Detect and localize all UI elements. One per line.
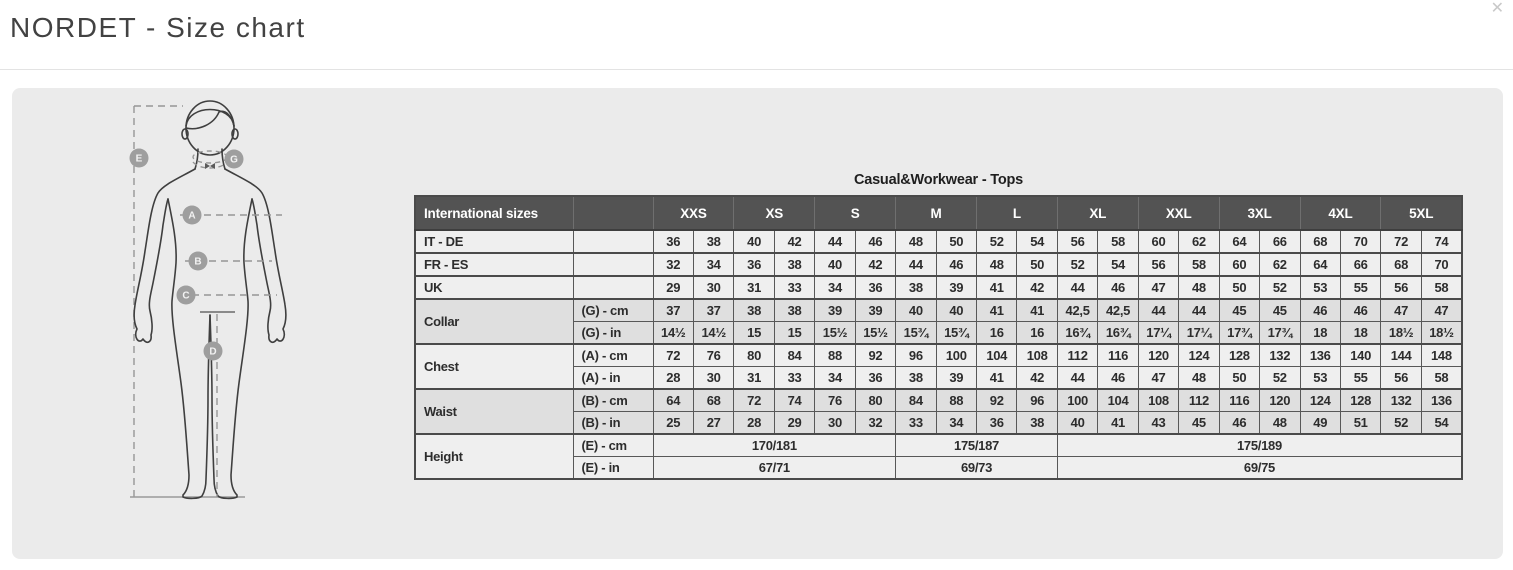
measure-badge-letter: G [230,154,238,166]
size-table [414,195,1463,480]
table-row [415,412,1462,435]
value-cell: 29 [653,276,693,299]
size-col-header: M [896,196,977,230]
value-cell: 70 [1340,230,1380,253]
value-cell: 33 [896,412,936,435]
value-cell: 100 [936,344,976,367]
table-row [415,367,1462,390]
page-title: NORDET - Size chart [10,12,306,43]
row-sublabel: (E) - cm [573,434,653,457]
value-cell: 36 [977,412,1017,435]
value-cell: 108 [1017,344,1057,367]
value-cell: 140 [1340,344,1380,367]
value-cell: 74 [1421,230,1462,253]
value-cell: 44 [815,230,855,253]
value-cell: 62 [1179,230,1219,253]
measure-badge-letter: D [209,346,217,358]
value-cell: 52 [977,230,1017,253]
blank-header [573,196,653,230]
size-col-header: XS [734,196,815,230]
value-cell: 64 [1300,253,1340,276]
value-cell: 112 [1057,344,1097,367]
row-label: Chest [415,344,573,389]
value-cell: 40 [734,230,774,253]
value-cell: 29 [774,412,814,435]
measure-badge-letter: C [182,290,190,302]
value-cell: 58 [1421,276,1462,299]
value-cell: 55 [1340,276,1380,299]
value-cell: 38 [774,299,814,322]
value-cell: 15½ [855,322,895,345]
value-cell: 52 [1381,412,1421,435]
value-cell: 36 [653,230,693,253]
figure-arm-left [134,169,195,342]
value-cell: 46 [1300,299,1340,322]
value-cell: 72 [1381,230,1421,253]
size-table-section [414,172,1463,480]
value-cell: 92 [855,344,895,367]
value-cell: 36 [855,276,895,299]
value-cell: 42 [774,230,814,253]
value-cell: 58 [1098,230,1138,253]
value-cell: 108 [1138,389,1178,412]
value-cell: 37 [693,299,733,322]
value-cell: 46 [855,230,895,253]
value-cell: 30 [693,276,733,299]
value-cell: 31 [734,276,774,299]
value-cell: 50 [1017,253,1057,276]
value-cell: 39 [815,299,855,322]
value-cell: 30 [693,367,733,390]
value-cell: 48 [1260,412,1300,435]
row-label: Waist [415,389,573,434]
value-cell: 28 [734,412,774,435]
value-cell: 74 [774,389,814,412]
value-cell: 148 [1421,344,1462,367]
value-cell: 67/71 [653,457,896,480]
row-sublabel: (A) - in [573,367,653,390]
value-cell: 100 [1057,389,1097,412]
value-cell: 36 [855,367,895,390]
value-cell: 25 [653,412,693,435]
empty-cell [573,276,653,299]
value-cell: 45 [1179,412,1219,435]
value-cell: 38 [693,230,733,253]
value-cell: 42,5 [1057,299,1097,322]
value-cell: 58 [1421,367,1462,390]
value-cell: 44 [1138,299,1178,322]
value-cell: 46 [936,253,976,276]
value-cell: 15 [774,322,814,345]
row-sublabel: (G) - in [573,322,653,345]
value-cell: 41 [1098,412,1138,435]
value-cell: 51 [1340,412,1380,435]
size-col-header: 5XL [1381,196,1462,230]
value-cell: 66 [1260,230,1300,253]
value-cell: 40 [936,299,976,322]
value-cell: 41 [977,276,1017,299]
value-cell: 34 [815,276,855,299]
value-cell: 45 [1260,299,1300,322]
table-title: Casual&Workwear - Tops [853,172,1024,188]
value-cell: 45 [1219,299,1259,322]
value-cell: 124 [1300,389,1340,412]
table-row [415,299,1462,322]
figure-torso-leg-left [168,199,210,498]
size-col-header: S [815,196,896,230]
table-row [415,389,1462,412]
value-cell: 16 [1017,322,1057,345]
value-cell: 44 [1057,276,1097,299]
row-label: Height [415,434,573,479]
value-cell: 62 [1260,253,1300,276]
empty-cell [573,230,653,253]
value-cell: 68 [1300,230,1340,253]
value-cell: 120 [1260,389,1300,412]
size-col-header: XL [1057,196,1138,230]
value-cell: 170/181 [653,434,896,457]
value-cell: 48 [1179,367,1219,390]
value-cell: 48 [896,230,936,253]
value-cell: 80 [855,389,895,412]
value-cell: 42 [1017,276,1057,299]
value-cell: 50 [1219,276,1259,299]
row-sublabel: (E) - in [573,457,653,480]
value-cell: 44 [1179,299,1219,322]
figure-neck-left [195,149,198,169]
value-cell: 28 [653,367,693,390]
value-cell: 80 [734,344,774,367]
value-cell: 76 [815,389,855,412]
row-sublabel: (A) - cm [573,344,653,367]
value-cell: 58 [1179,253,1219,276]
value-cell: 41 [977,299,1017,322]
value-cell: 64 [1219,230,1259,253]
value-cell: 15¾ [896,322,936,345]
size-col-header: L [977,196,1058,230]
figure-arm-right [225,169,286,342]
value-cell: 136 [1300,344,1340,367]
value-cell: 16¾ [1098,322,1138,345]
value-cell: 56 [1057,230,1097,253]
value-cell: 112 [1179,389,1219,412]
value-cell: 56 [1381,276,1421,299]
value-cell: 40 [896,299,936,322]
value-cell: 69/73 [896,457,1058,480]
value-cell: 92 [977,389,1017,412]
value-cell: 32 [855,412,895,435]
value-cell: 46 [1340,299,1380,322]
value-cell: 76 [693,344,733,367]
value-cell: 42,5 [1098,299,1138,322]
value-cell: 54 [1098,253,1138,276]
measure-badge-letter: A [188,210,196,222]
value-cell: 72 [653,344,693,367]
value-cell: 17¼ [1179,322,1219,345]
value-cell: 68 [693,389,733,412]
measure-badge-letter: B [194,256,202,268]
value-cell: 84 [774,344,814,367]
value-cell: 47 [1381,299,1421,322]
value-cell: 104 [1098,389,1138,412]
value-cell: 132 [1260,344,1300,367]
close-icon[interactable]: ✕ [1490,0,1504,17]
value-cell: 136 [1421,389,1462,412]
value-cell: 15 [734,322,774,345]
value-cell: 116 [1219,389,1259,412]
table-row [415,253,1462,276]
value-cell: 47 [1421,299,1462,322]
value-cell: 175/189 [1057,434,1462,457]
value-cell: 50 [1219,367,1259,390]
value-cell: 64 [653,389,693,412]
value-cell: 88 [815,344,855,367]
body-measurement-figure [125,93,305,523]
value-cell: 30 [815,412,855,435]
value-cell: 44 [896,253,936,276]
value-cell: 39 [855,299,895,322]
value-cell: 46 [1098,367,1138,390]
value-cell: 34 [936,412,976,435]
value-cell: 48 [1179,276,1219,299]
value-cell: 42 [1017,367,1057,390]
value-cell: 15½ [815,322,855,345]
value-cell: 49 [1300,412,1340,435]
table-row [415,344,1462,367]
value-cell: 120 [1138,344,1178,367]
value-cell: 52 [1260,367,1300,390]
value-cell: 38 [734,299,774,322]
corner-header: International sizes [415,196,573,230]
value-cell: 40 [1057,412,1097,435]
value-cell: 55 [1340,367,1380,390]
value-cell: 39 [936,276,976,299]
value-cell: 37 [653,299,693,322]
row-label: FR - ES [415,253,573,276]
value-cell: 175/187 [896,434,1058,457]
row-sublabel: (B) - cm [573,389,653,412]
value-cell: 41 [1017,299,1057,322]
row-label: UK [415,276,573,299]
value-cell: 128 [1340,389,1380,412]
value-cell: 32 [653,253,693,276]
value-cell: 84 [896,389,936,412]
value-cell: 40 [815,253,855,276]
value-cell: 17¾ [1219,322,1259,345]
size-col-header: XXL [1138,196,1219,230]
value-cell: 52 [1057,253,1097,276]
value-cell: 54 [1017,230,1057,253]
value-cell: 38 [774,253,814,276]
row-label: IT - DE [415,230,573,253]
value-cell: 144 [1381,344,1421,367]
value-cell: 70 [1421,253,1462,276]
value-cell: 15¾ [936,322,976,345]
table-row [415,322,1462,345]
value-cell: 18½ [1381,322,1421,345]
value-cell: 53 [1300,367,1340,390]
value-cell: 66 [1340,253,1380,276]
value-cell: 34 [693,253,733,276]
value-cell: 60 [1219,253,1259,276]
value-cell: 50 [936,230,976,253]
value-cell: 43 [1138,412,1178,435]
value-cell: 72 [734,389,774,412]
value-cell: 36 [734,253,774,276]
measure-badge-letter: E [135,153,143,165]
value-cell: 47 [1138,276,1178,299]
value-cell: 132 [1381,389,1421,412]
value-cell: 68 [1381,253,1421,276]
value-cell: 53 [1300,276,1340,299]
table-row [415,230,1462,253]
value-cell: 52 [1260,276,1300,299]
value-cell: 54 [1421,412,1462,435]
value-cell: 38 [896,276,936,299]
value-cell: 34 [815,367,855,390]
value-cell: 104 [977,344,1017,367]
value-cell: 17¾ [1260,322,1300,345]
value-cell: 128 [1219,344,1259,367]
value-cell: 124 [1179,344,1219,367]
value-cell: 18 [1300,322,1340,345]
row-sublabel: (G) - cm [573,299,653,322]
value-cell: 38 [1017,412,1057,435]
value-cell: 17¼ [1138,322,1178,345]
table-header-row [415,196,1462,230]
value-cell: 14½ [653,322,693,345]
modal-header [0,0,1513,70]
value-cell: 60 [1138,230,1178,253]
row-sublabel: (B) - in [573,412,653,435]
value-cell: 16 [977,322,1017,345]
value-cell: 56 [1381,367,1421,390]
size-col-header: 3XL [1219,196,1300,230]
empty-cell [573,253,653,276]
table-row [415,276,1462,299]
modal-body [12,88,1503,559]
value-cell: 14½ [693,322,733,345]
value-cell: 38 [896,367,936,390]
row-label: Collar [415,299,573,344]
value-cell: 44 [1057,367,1097,390]
value-cell: 88 [936,389,976,412]
value-cell: 69/75 [1057,457,1462,480]
value-cell: 18 [1340,322,1380,345]
value-cell: 116 [1098,344,1138,367]
table-row [415,457,1462,480]
value-cell: 27 [693,412,733,435]
value-cell: 56 [1138,253,1178,276]
value-cell: 33 [774,276,814,299]
value-cell: 31 [734,367,774,390]
value-cell: 39 [936,367,976,390]
value-cell: 42 [855,253,895,276]
size-col-header: 4XL [1300,196,1381,230]
measure-badges [130,149,244,361]
value-cell: 33 [774,367,814,390]
value-cell: 16¾ [1057,322,1097,345]
table-row [415,434,1462,457]
value-cell: 96 [1017,389,1057,412]
value-cell: 47 [1138,367,1178,390]
value-cell: 18½ [1421,322,1462,345]
value-cell: 48 [977,253,1017,276]
value-cell: 96 [896,344,936,367]
value-cell: 41 [977,367,1017,390]
size-col-header: XXS [653,196,734,230]
value-cell: 46 [1219,412,1259,435]
value-cell: 46 [1098,276,1138,299]
